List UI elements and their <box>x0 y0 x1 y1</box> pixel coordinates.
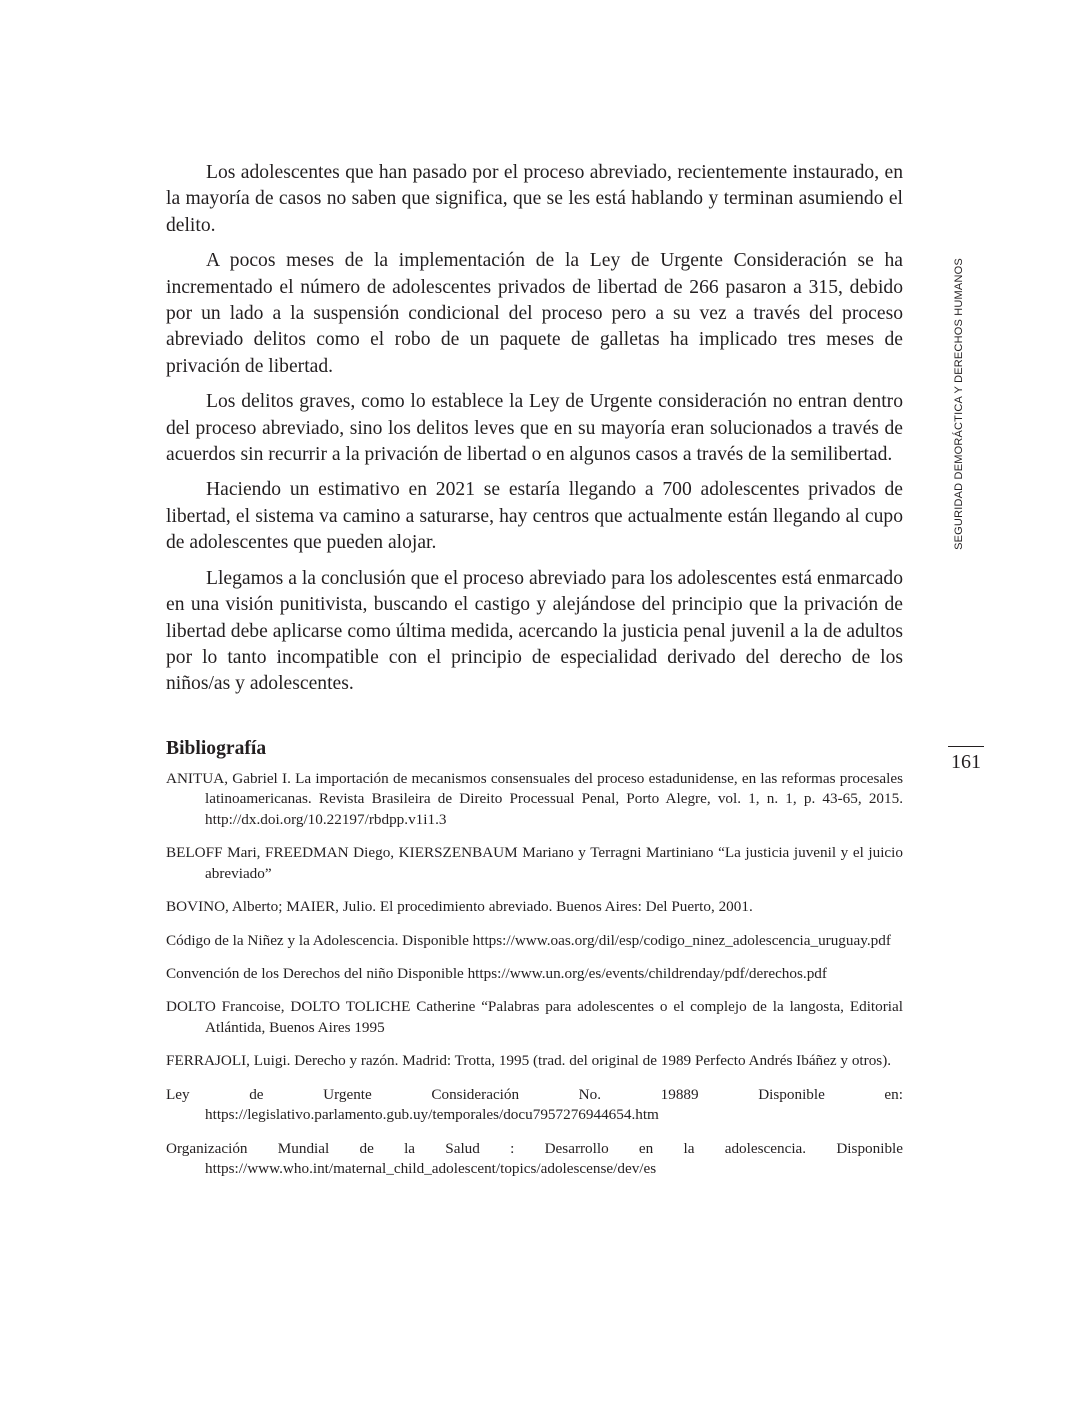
bibliography-entry: Ley de Urgente Consideración No. 19889 Disponible en: https://legislativo.parlamento.gub.uy/temporales/docu7957276944654.htm <box>166 1085 903 1124</box>
bibliography-entry: Convención de los Derechos del niño Disponible https://www.un.org/es/events/childrenday/pdf/derechos.pdf <box>166 965 827 983</box>
page-number-rule <box>948 746 984 747</box>
bibliography-heading: Bibliografía <box>166 737 267 759</box>
running-header-text: SEGURIDAD DEMORÁCTICA Y DERECHOS HUMANOS <box>953 258 965 550</box>
bibliography-entry: BOVINO, Alberto; MAIER, Julio. El procedimiento abreviado. Buenos Aires: Del Puerto, 2001. <box>166 898 753 916</box>
page-number: 161 <box>951 751 981 773</box>
bibliography-list <box>166 769 903 1180</box>
body-paragraph-4: Haciendo un estimativo en 2021 se estaría llegando a 700 adolescentes privados de libertad, el sistema va camino a saturarse, hay centros que actualmente están llegando al cupo de adolescentes que pueden alojar. <box>166 479 903 554</box>
body-paragraph-5: Llegamos a la conclusión que el proceso abreviado para los adolescentes está enmarcado en una visión punitivista, buscando el castigo y alejándose del principio que la privación de libertad debe aplicarse como última medida, acercando la justicia penal juvenil a la de adultos por lo tanto incompatible con el principio de especialidad derivado del derecho de los niños/as y adolescentes. <box>166 567 903 695</box>
bibliography-entry: ANITUA, Gabriel I. La importación de mecanismos consensuales del proceso estadunidense, en las reformas procesales latinoamericanas. Revista Brasileira de Direito Processual Penal, Porto Alegre, vol. 1, n. 1, p. 43-65, 2015. http://dx.doi.org/10.22197/rbdpp.v1i1.3 <box>166 769 903 828</box>
body-paragraph-1: Los adolescentes que han pasado por el proceso abreviado, recientemente instaurado, en la mayoría de casos no saben que significa, que se les está hablando y terminan asumiendo el delito. <box>166 162 903 236</box>
bibliography-entry: Código de la Niñez y la Adolescencia. Disponible https://www.oas.org/dil/esp/codigo_ninez_adolescencia_uruguay.pdf <box>166 931 891 949</box>
body-paragraph-3: Los delitos graves, como lo establece la Ley de Urgente consideración no entran dentro del proceso abreviado, sino los delitos leves que en su mayoría eran solucionados a través de acuerdos sin recurrir a la privación de libertad o en algunos casos a través de la semilibertad. <box>166 391 903 466</box>
body-paragraph-2: A pocos meses de la implementación de la Ley de Urgente Consideración se ha incrementado el número de adolescentes privados de libertad de 266 pasaron a 315, debido por un lado a la suspensión condicional del proceso pero a su vez a través del proceso abreviado delitos como el robo de un paquete de galletas ha implicado tres meses de privación de libertad. <box>166 250 903 377</box>
body-text <box>166 160 903 1193</box>
bibliography-entry: FERRAJOLI, Luigi. Derecho y razón. Madrid: Trotta, 1995 (trad. del original de 1989 Perfecto Andrés Ibáñez y otros). <box>166 1052 892 1070</box>
bibliography-entry: BELOFF Mari, FREEDMAN Diego, KIERSZENBAUM Mariano y Terragni Martiniano “La justicia juvenil y el juicio abreviado” <box>166 844 903 882</box>
bibliography-entry: DOLTO Francoise, DOLTO TOLICHE Catherine “Palabras para adolescentes o el complejo de la langosta, Editorial Atlántida, Buenos Aires 1995 <box>166 998 903 1037</box>
running-header <box>944 246 974 562</box>
bibliography-entry: Organización Mundial de la Salud : Desarrollo en la adolescencia. Disponible https://www.who.int/maternal_child_adolescent/topics/adolescense/dev/es <box>166 1139 903 1178</box>
